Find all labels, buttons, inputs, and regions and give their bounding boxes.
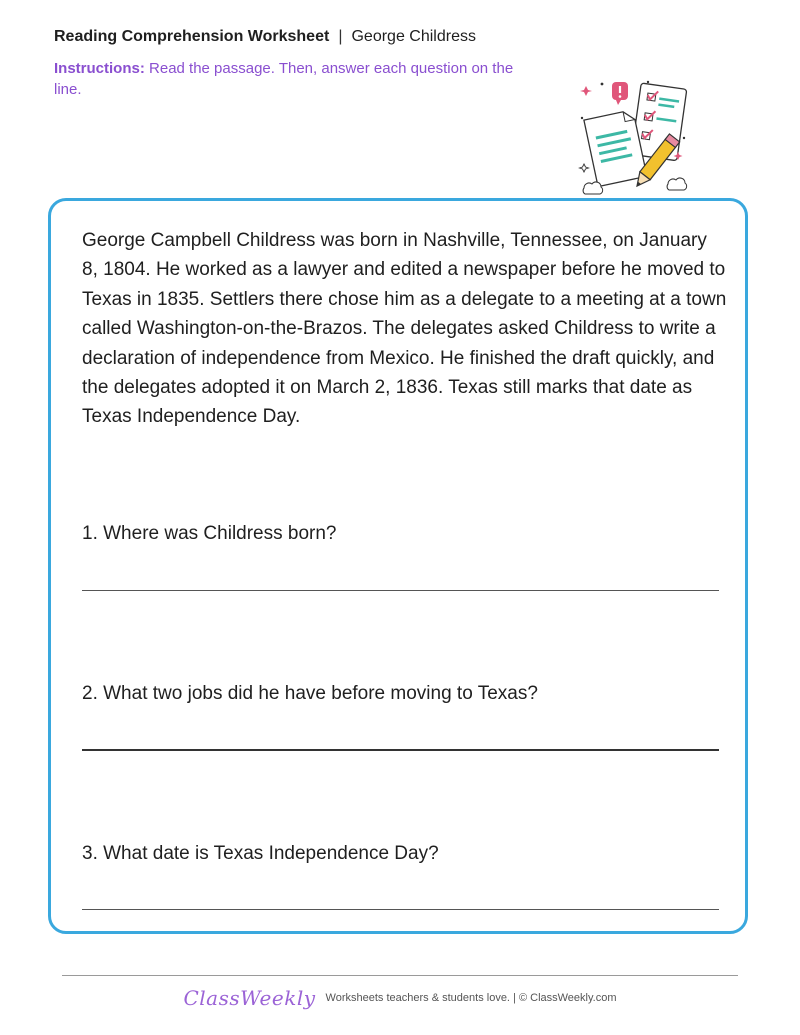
instructions — [54, 58, 524, 100]
passage-card — [48, 198, 748, 934]
instructions-label: Instructions: — [54, 60, 145, 77]
worksheet-subject: George Childress — [351, 28, 476, 45]
answer-line-3[interactable] — [82, 909, 719, 910]
footer — [0, 986, 800, 1010]
answer-line-2[interactable] — [82, 749, 719, 751]
header-separator: | — [338, 28, 343, 45]
answer-line-1[interactable] — [82, 590, 719, 591]
classweekly-logo: ClassWeekly — [183, 986, 316, 1010]
footer-divider — [62, 975, 738, 976]
worksheet-header — [54, 28, 476, 46]
instructions-text: Read the passage. Then, answer each question on the line. — [54, 60, 514, 98]
checklist-pencil-icon — [574, 78, 694, 196]
question-2: 2. What two jobs did he have before moving to Texas? — [82, 683, 538, 704]
footer-tagline: Worksheets teachers & students love. | © ClassWeekly.com — [325, 992, 617, 1004]
question-3: 3. What date is Texas Independence Day? — [82, 843, 439, 864]
question-1: 1. Where was Childress born? — [82, 523, 337, 544]
reading-passage: George Campbell Childress was born in Nashville, Tennessee, on January 8, 1804. He worked as a lawyer and edited a newspaper before he moved to Texas in 1835. Settlers there chose him as a delegate to a meeting at a town called Washington-on-the-Brazos. The delegates asked Childress to write a declaration of independence from Mexico. He finished the draft quickly, and the delegates adopted it on March 2, 1836. Texas still marks that date as Texas Independence Day. — [82, 230, 727, 428]
worksheet-title: Reading Comprehension Worksheet — [54, 28, 330, 45]
